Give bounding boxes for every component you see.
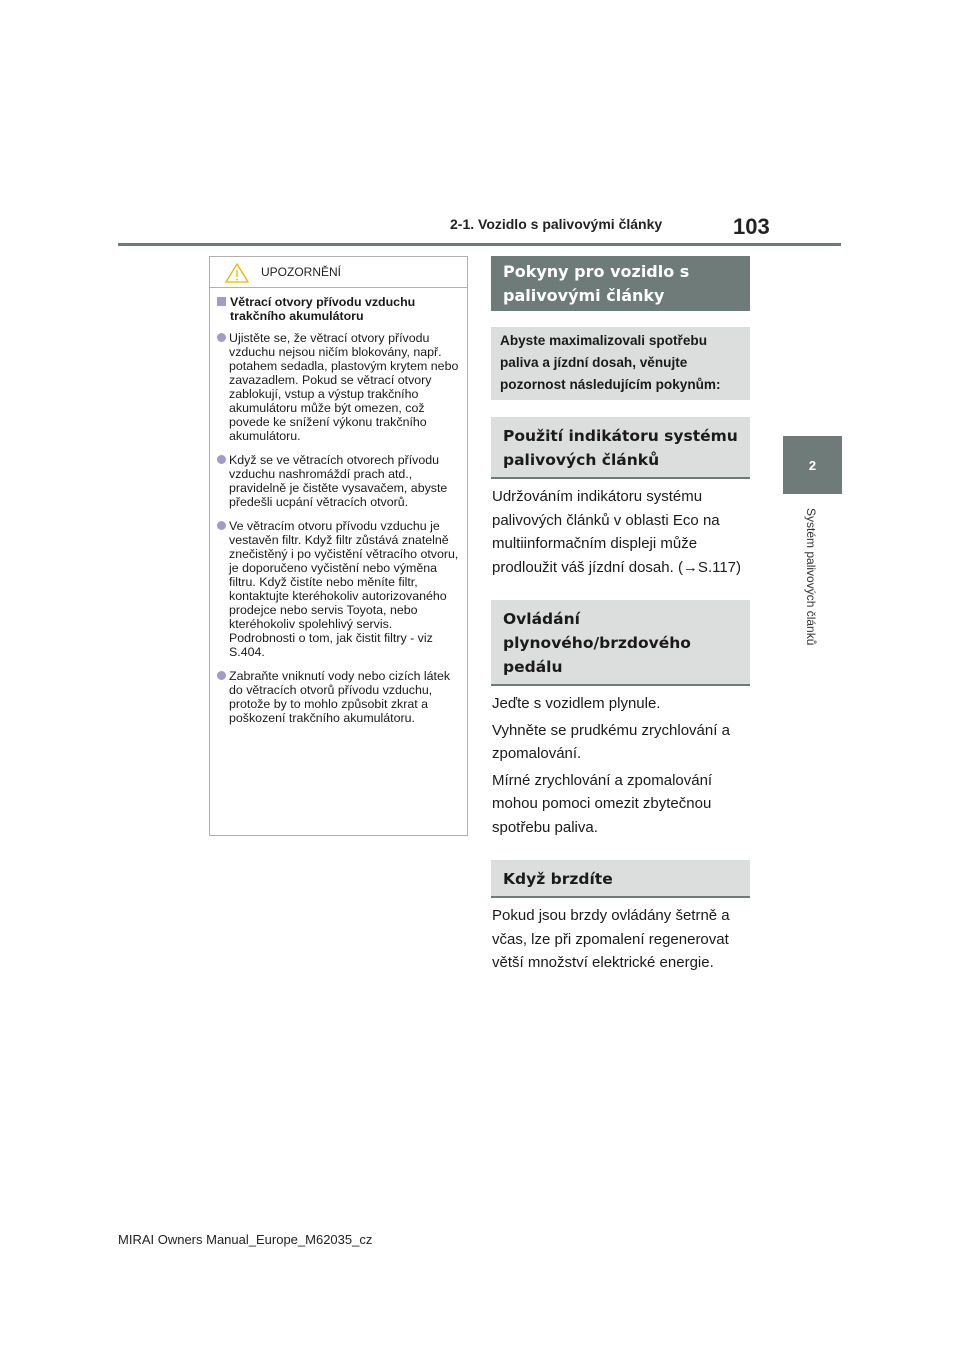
warning-label: UPOZORNĚNÍ xyxy=(261,265,342,279)
warning-heading-text: Větrací otvory přívodu vzduchu trakčního akumulátoru xyxy=(230,295,416,323)
bullet-dot-icon xyxy=(217,671,226,680)
section-heading: Když brzdíte xyxy=(491,860,750,898)
warning-header xyxy=(210,257,467,288)
chapter-title xyxy=(782,508,842,688)
square-bullet-icon xyxy=(217,297,226,306)
warning-item-text: Ujistěte se, že větrací otvory přívodu vzduchu nejsou ničím blokovány, např. potahem sedadla, plastovým krytem nebo zavazadlem. Pokud se větrací otvory zablokují, vstup a výstup trakčního akumulátoru může být omezen, což povede ke snížení výkonu trakčního akumulátoru. xyxy=(229,331,459,443)
section-paragraph: Vyhněte se prudkému zrychlování a zpomalování. xyxy=(492,721,730,762)
bullet-dot-icon xyxy=(217,455,226,464)
main-title: Pokyny pro vozidlo s palivovými články xyxy=(491,256,750,311)
chapter-tab xyxy=(783,436,842,494)
header-rule xyxy=(118,243,841,246)
warning-item-text: Když se ve větracích otvorech přívodu vzduchu nashromáždí prach atd., pravidelně je čistěte vysavačem, abyste předešli ucpání větracích otvorů. xyxy=(229,453,448,509)
warning-triangle-icon xyxy=(224,262,250,284)
page-number: 103 xyxy=(733,214,770,239)
warning-heading xyxy=(217,295,459,323)
chapter-number: 2 xyxy=(808,457,817,473)
warning-content xyxy=(210,288,467,725)
section-heading: Použití indikátoru systému palivových článků xyxy=(491,417,750,479)
warning-item xyxy=(217,331,459,443)
right-column xyxy=(491,256,750,975)
section-paragraph: Mírné zrychlování a zpomalování mohou pomoci omezit zbytečnou spotřebu paliva. xyxy=(492,771,713,836)
intro-box: Abyste maximalizovali spotřebu paliva a jízdní dosah, věnujte pozornost následujícím pokynům: xyxy=(491,327,750,400)
warning-item-text: Zabraňte vniknutí vody nebo cizích látek do větracích otvorů přívodu vzduchu, protože by to mohlo způsobit zkrat a poškození trakčního akumulátoru. xyxy=(229,669,451,725)
section-heading: Ovládání plynového/brzdového pedálu xyxy=(491,600,750,686)
warning-item xyxy=(217,519,459,659)
section-paragraph: Pokud jsou brzdy ovládány šetrně a včas, lze při zpomalení regenerovat větší množství elektrické energie. xyxy=(492,907,730,971)
section-paragraph: Jeďte s vozidlem plynule. xyxy=(492,695,661,712)
warning-item-text: Ve větracím otvoru přívodu vzduchu je vestavěn filtr. Když filtr zůstává znatelně znečistěný i po vyčistění větracího otvoru, je doporučeno vyčistění nebo výměna filtru. Když čistíte nebo měníte filtr, kontaktujte kteréhokoliv autorizovaného prodejce nebo servis Toyota, nebo kteréhokoliv spolehlivý servis. xyxy=(229,519,459,631)
section-paragraph: Udržováním indikátoru systému palivových článků v oblasti Eco na multiinformačním displeji může prodloužit váš jízdní dosah. (→S.117) xyxy=(492,488,742,576)
bullet-dot-icon xyxy=(217,521,226,530)
warning-box xyxy=(209,256,468,836)
footer-text: MIRAI Owners Manual_Europe_M62035_cz xyxy=(118,1232,373,1247)
chapter-title-text: Systém palivových článků xyxy=(804,508,818,646)
header-section: 2-1. Vozidlo s palivovými články xyxy=(450,216,663,232)
warning-item-text: Podrobnosti o tom, jak čistit filtry - viz S.404. xyxy=(229,631,433,659)
bullet-dot-icon xyxy=(217,333,226,342)
warning-item xyxy=(217,669,459,725)
warning-item xyxy=(217,453,459,509)
